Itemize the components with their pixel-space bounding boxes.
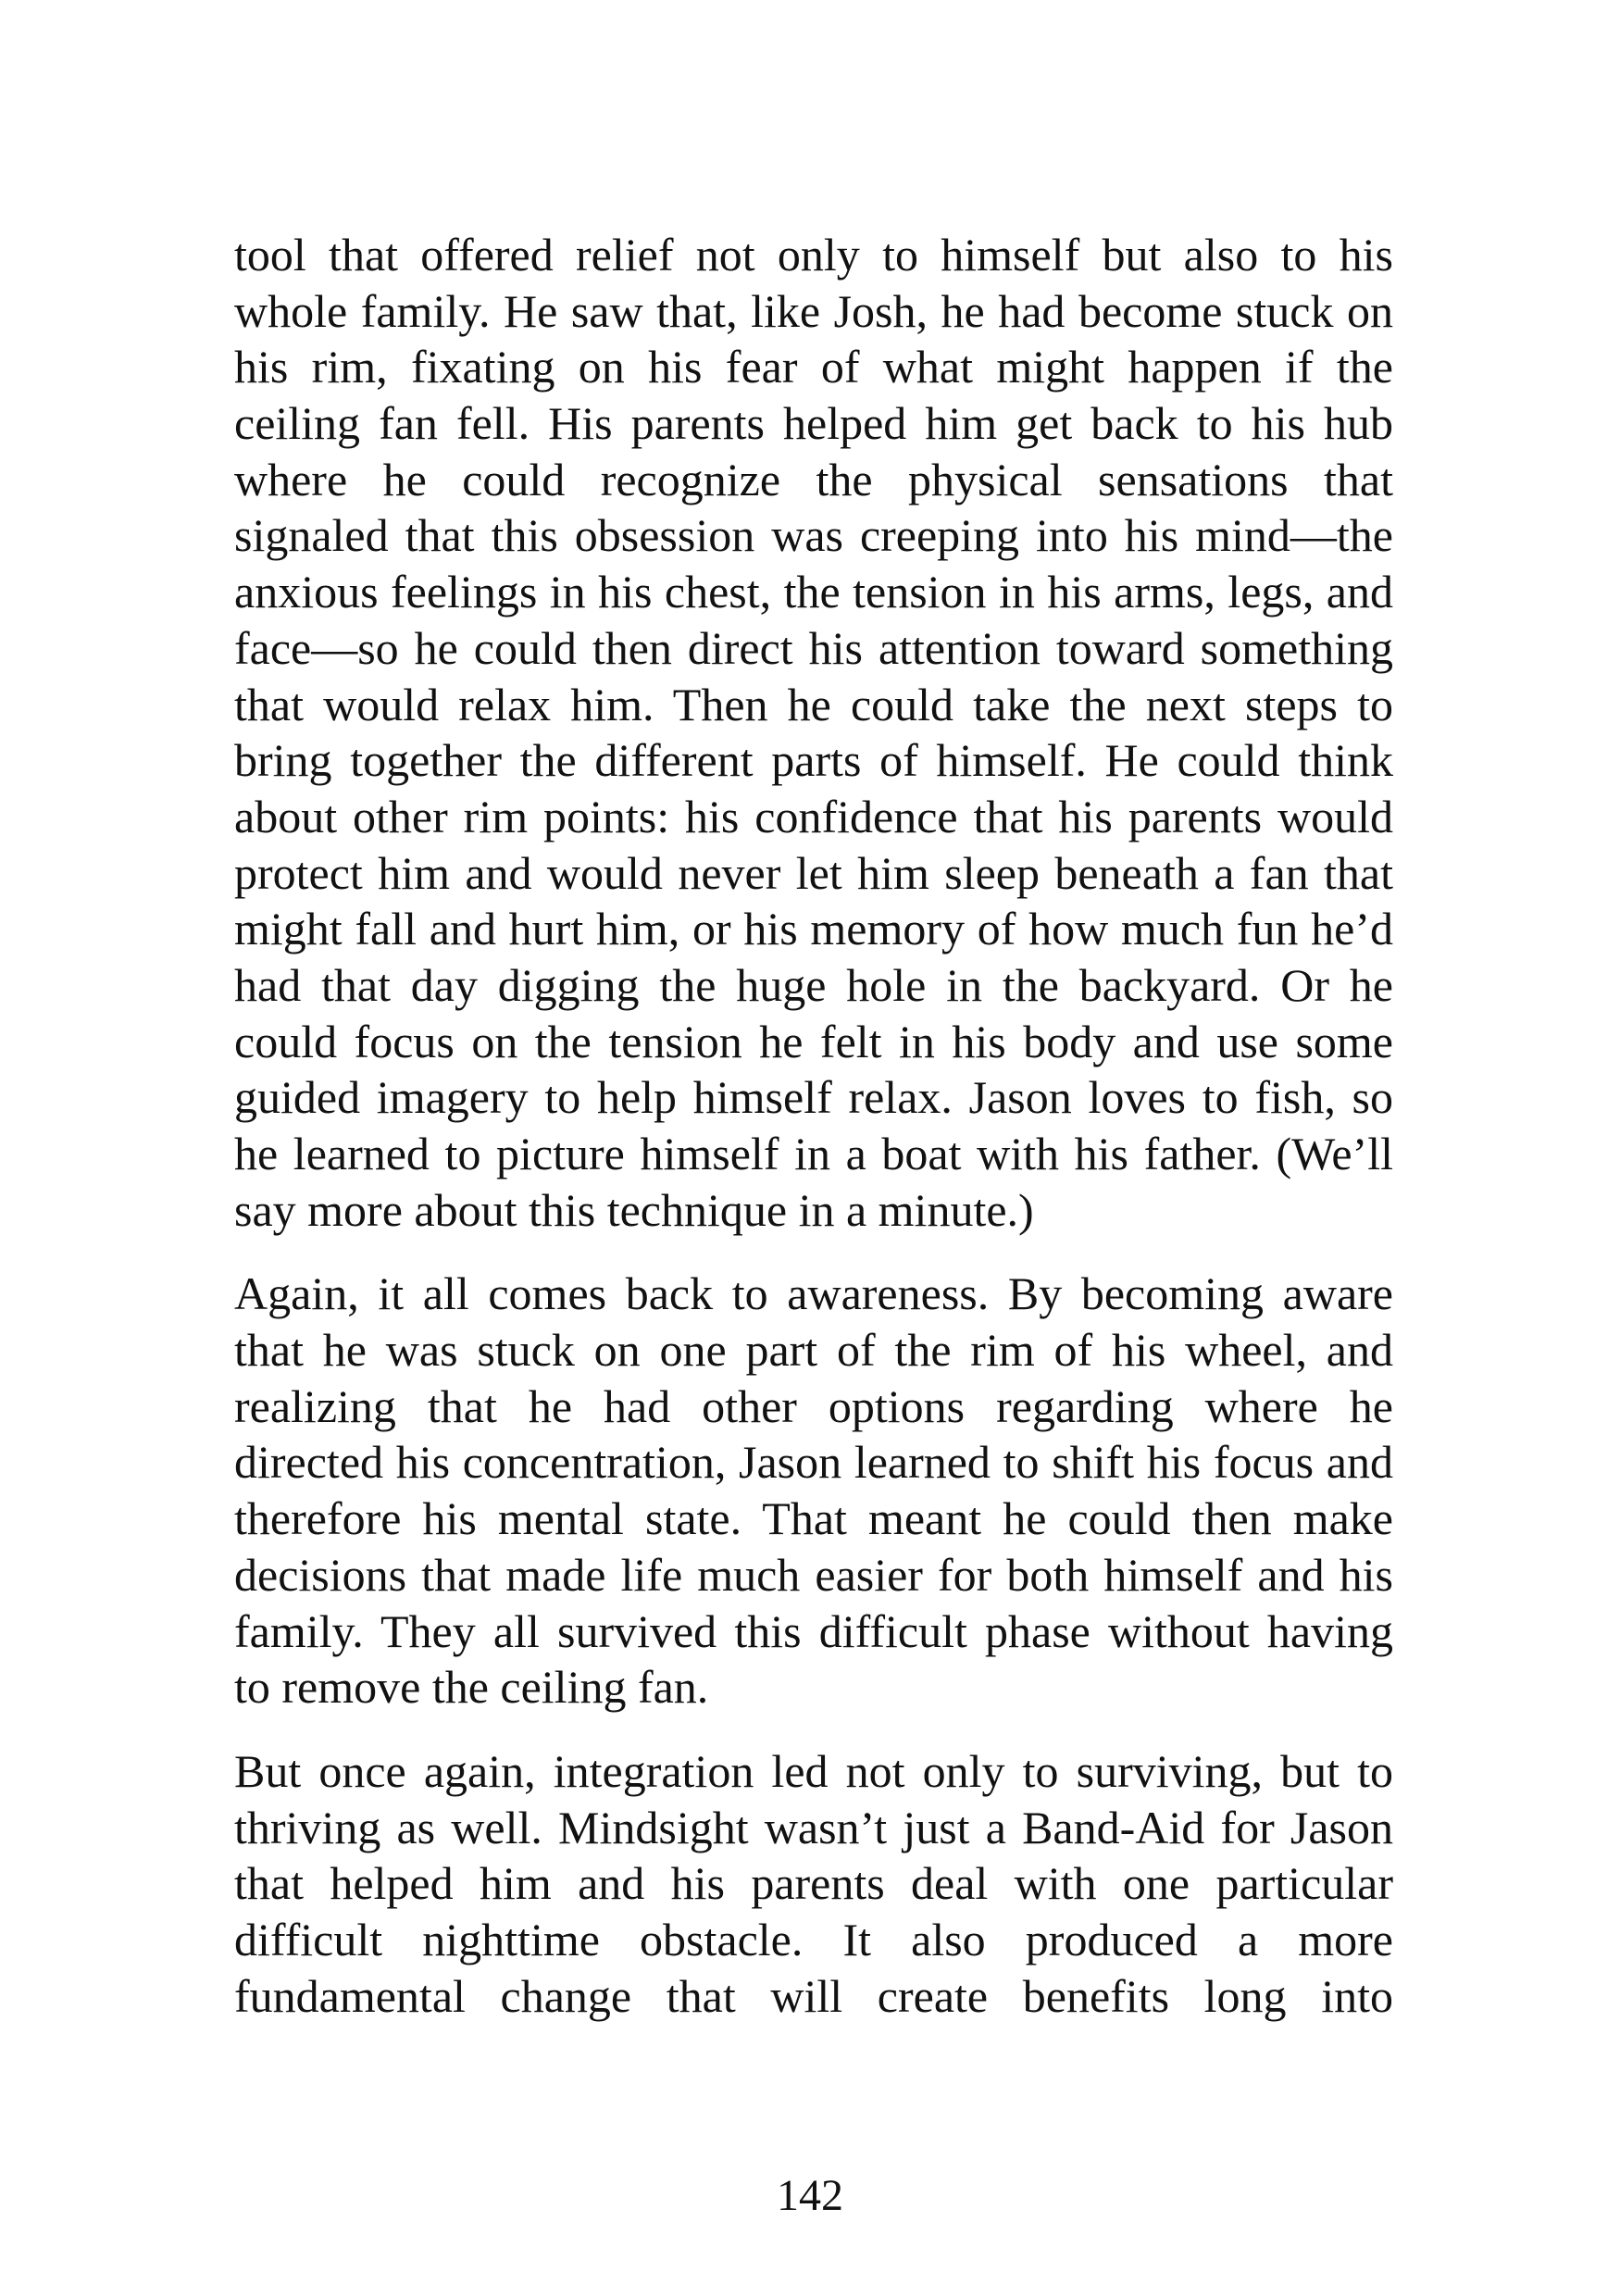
- text-line: where he could recognize the physical sensations that: [234, 453, 1393, 505]
- text-line: realizing that he had other options regarding where he: [234, 1379, 1393, 1432]
- text-line: might fall and hurt him, or his memory of how much fun he’d: [234, 903, 1393, 955]
- paragraph: [234, 1743, 1393, 2024]
- text-line: directed his concentration, Jason learned to shift his focus and: [234, 1436, 1393, 1489]
- text-line: thriving as well. Mindsight wasn’t just a Band-Aid for Jason: [234, 1801, 1393, 1853]
- text-line: that he was stuck on one part of the rim of his wheel, and: [234, 1324, 1393, 1377]
- text-line: Again, it all comes back to awareness. By becoming aware: [234, 1267, 1393, 1320]
- paragraph-spacer: [234, 1238, 1393, 1266]
- text-line: tool that offered relief not only to himself but also to his: [234, 229, 1393, 281]
- text-line: that would relax him. Then he could take the next steps to: [234, 678, 1393, 730]
- text-line: whole family. He saw that, like Josh, he had become stuck on: [234, 284, 1393, 337]
- text-line: he learned to picture himself in a boat with his father. (We’ll: [234, 1128, 1393, 1179]
- text-line: decisions that made life much easier for both himself and his: [234, 1548, 1393, 1601]
- text-line: ceiling fan fell. His parents helped him get back to his hub: [234, 397, 1393, 450]
- text-line: anxious feelings in his chest, the tension in his arms, legs, and: [234, 566, 1393, 618]
- text-line: had that day digging the huge hole in the backyard. Or he: [234, 958, 1393, 1011]
- text-line: guided imagery to help himself relax. Jason loves to fish, so: [234, 1071, 1393, 1124]
- text-line: say more about this technique in a minute.): [234, 1183, 1034, 1236]
- text-line: bring together the different parts of himself. He could think: [234, 734, 1393, 787]
- paragraph: [234, 1266, 1393, 1716]
- text-line: But once again, integration led not only to surviving, but to: [234, 1744, 1393, 1797]
- text-line: to remove the ceiling fan.: [234, 1661, 709, 1714]
- text-line: family. They all survived this difficult phase without having: [234, 1604, 1393, 1657]
- text-line: about other rim points: his confidence that his parents would: [234, 790, 1393, 842]
- text-line: therefore his mental state. That meant he could then make: [234, 1492, 1393, 1545]
- text-line: protect him and would never let him sleep beneath a fan that: [234, 846, 1393, 899]
- text-line: that helped him and his parents deal with one particular: [234, 1857, 1393, 1910]
- text-line: fundamental change that will create benefits long into: [234, 1969, 1393, 2022]
- text-line: could focus on the tension he felt in his body and use some: [234, 1015, 1393, 1067]
- text-line: signaled that this obsession was creeping into his mind—the: [234, 509, 1393, 562]
- text-line: his rim, fixating on his fear of what might happen if the: [234, 341, 1393, 393]
- body-text: [234, 227, 1393, 2024]
- text-line: difficult nighttime obstacle. It also produced a more: [234, 1913, 1393, 1965]
- page-number: 142: [777, 2171, 843, 2220]
- text-line: face—so he could then direct his attention toward something: [234, 621, 1393, 674]
- paragraph: [234, 227, 1393, 1238]
- paragraph-spacer: [234, 1716, 1393, 1743]
